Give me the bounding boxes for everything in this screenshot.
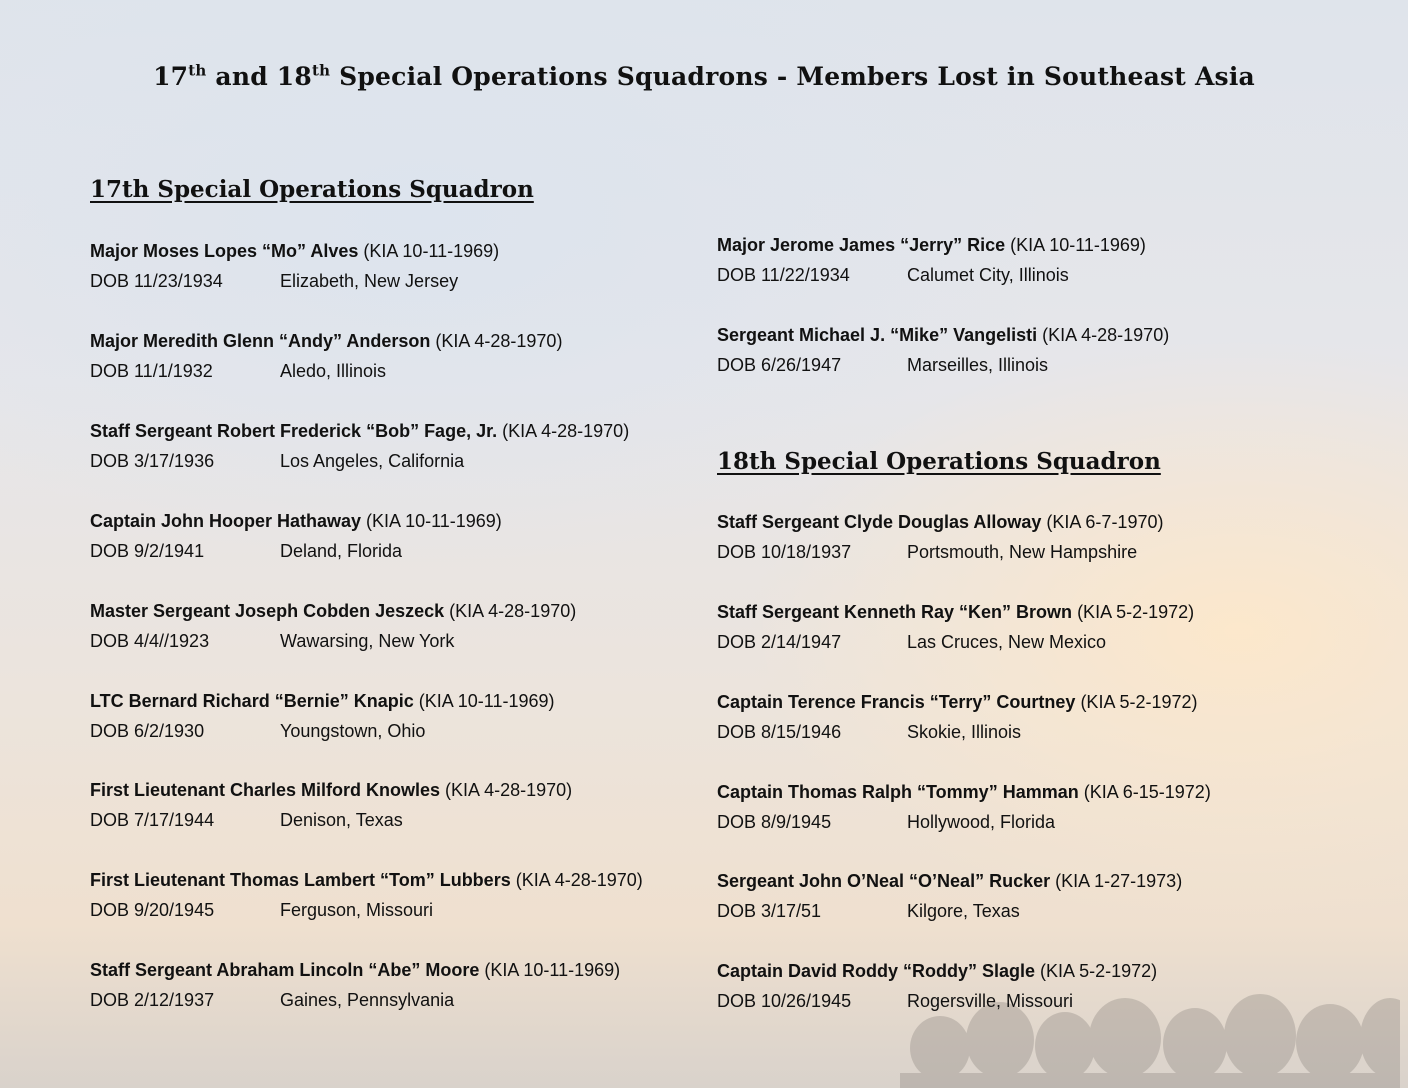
member-kia: (KIA 10-11-1969) xyxy=(479,960,621,980)
member-kia: (KIA 5-2-1972) xyxy=(1035,961,1158,981)
member-kia: (KIA 4-28-1970) xyxy=(440,780,573,800)
member-name: Major Meredith Glenn “Andy” Anderson xyxy=(90,331,431,351)
member-place: Hollywood, Florida xyxy=(907,812,1056,832)
member-name: Captain John Hooper Hathaway xyxy=(90,511,362,531)
member-place: Deland, Florida xyxy=(280,541,403,561)
member-kia: (KIA 10-11-1969) xyxy=(1005,235,1146,255)
member-kia: (KIA 4-28-1970) xyxy=(497,421,630,441)
member-kia: (KIA 10-11-1969) xyxy=(413,691,555,711)
member-kia: (KIA 5-2-1972) xyxy=(1075,692,1198,712)
member-name: Sergeant John O’Neal “O’Neal” Rucker xyxy=(717,871,1051,891)
member-place: Los Angeles, California xyxy=(280,451,465,471)
member-entry xyxy=(90,865,643,925)
member-dob: DOB 8/9/1945 xyxy=(717,812,832,832)
member-dob: DOB 11/22/1934 xyxy=(717,265,850,285)
member-name: LTC Bernard Richard “Bernie” Knapic xyxy=(90,691,414,711)
member-place: Portsmouth, New Hampshire xyxy=(907,542,1138,562)
member-dob: DOB 6/2/1930 xyxy=(90,721,205,741)
member-kia: (KIA 5-2-1972) xyxy=(1072,602,1195,622)
member-place: Youngstown, Ohio xyxy=(280,721,426,741)
member-dob: DOB 11/1/1932 xyxy=(90,361,213,381)
member-dob: DOB 3/17/1936 xyxy=(90,451,215,471)
member-entry xyxy=(717,507,1163,567)
member-name: Staff Sergeant Abraham Lincoln “Abe” Moore xyxy=(90,960,480,980)
member-kia: (KIA 10-11-1969) xyxy=(358,241,500,261)
member-dob: DOB 6/26/1947 xyxy=(717,355,842,375)
heading-17th-squadron: 17th Special Operations Squadron xyxy=(90,176,534,203)
member-kia: (KIA 10-11-1969) xyxy=(361,511,502,531)
member-place: Ferguson, Missouri xyxy=(280,900,434,920)
member-name: Staff Sergeant Robert Frederick “Bob” Fage, Jr. xyxy=(90,421,498,441)
member-name: Major Moses Lopes “Mo” Alves xyxy=(90,241,359,261)
member-place: Gaines, Pennsylvania xyxy=(280,990,455,1010)
member-entry xyxy=(90,326,562,386)
member-dob: DOB 11/23/1934 xyxy=(90,271,223,291)
member-dob: DOB 9/2/1941 xyxy=(90,541,205,561)
member-dob: DOB 2/14/1947 xyxy=(717,632,842,652)
heading-18th-squadron: 18th Special Operations Squadron xyxy=(717,448,1161,475)
member-place: Wawarsing, New York xyxy=(280,631,455,651)
member-place: Aledo, Illinois xyxy=(280,361,387,381)
member-kia: (KIA 4-28-1970) xyxy=(510,870,643,890)
member-entry xyxy=(90,596,576,656)
member-name: Staff Sergeant Kenneth Ray “Ken” Brown xyxy=(717,602,1073,622)
member-dob: DOB 2/12/1937 xyxy=(90,990,215,1010)
member-entry xyxy=(717,320,1169,380)
member-dob: DOB 8/15/1946 xyxy=(717,722,842,742)
member-place: Calumet City, Illinois xyxy=(907,265,1069,285)
member-name: Major Jerome James “Jerry” Rice xyxy=(717,235,1006,255)
member-entry xyxy=(717,687,1198,747)
member-entry xyxy=(717,230,1146,290)
member-entry xyxy=(717,866,1182,926)
member-name: Master Sergeant Joseph Cobden Jeszeck xyxy=(90,601,445,621)
member-entry xyxy=(90,506,502,566)
member-entry xyxy=(717,956,1157,1016)
member-name: Sergeant Michael J. “Mike” Vangelisti xyxy=(717,325,1038,345)
member-place: Elizabeth, New Jersey xyxy=(280,271,459,291)
member-entry xyxy=(90,775,572,835)
member-place: Marseilles, Illinois xyxy=(907,355,1049,375)
member-dob: DOB 4/4//1923 xyxy=(90,631,210,651)
member-name: Captain Thomas Ralph “Tommy” Hamman xyxy=(717,782,1079,802)
member-entry xyxy=(717,777,1211,837)
member-dob: DOB 10/18/1937 xyxy=(717,542,852,562)
member-entry xyxy=(717,597,1194,657)
page-title: 17th and 18th Special Operations Squadrons - Members Lost in Southeast Asia xyxy=(153,61,1255,91)
member-name: Captain David Roddy “Roddy” Slagle xyxy=(717,961,1036,981)
member-place: Skokie, Illinois xyxy=(907,722,1022,742)
member-name: First Lieutenant Thomas Lambert “Tom” Lubbers xyxy=(90,870,511,890)
member-kia: (KIA 6-7-1970) xyxy=(1041,512,1164,532)
member-entry xyxy=(90,416,629,476)
member-dob: DOB 10/26/1945 xyxy=(717,991,852,1011)
member-name: First Lieutenant Charles Milford Knowles xyxy=(90,780,441,800)
member-entry xyxy=(90,236,499,296)
member-entry xyxy=(90,686,554,746)
member-name: Captain Terence Francis “Terry” Courtney xyxy=(717,692,1076,712)
member-name: Staff Sergeant Clyde Douglas Alloway xyxy=(717,512,1042,532)
member-dob: DOB 9/20/1945 xyxy=(90,900,215,920)
member-place: Denison, Texas xyxy=(280,810,403,830)
member-kia: (KIA 6-15-1972) xyxy=(1078,782,1211,802)
member-place: Kilgore, Texas xyxy=(907,901,1020,921)
member-dob: DOB 3/17/51 xyxy=(717,901,822,921)
member-entry xyxy=(90,955,620,1015)
member-kia: (KIA 4-28-1970) xyxy=(1037,325,1170,345)
member-place: Rogersville, Missouri xyxy=(907,991,1074,1011)
member-kia: (KIA 4-28-1970) xyxy=(444,601,577,621)
member-kia: (KIA 1-27-1973) xyxy=(1050,871,1183,891)
member-kia: (KIA 4-28-1970) xyxy=(430,331,563,351)
member-dob: DOB 7/17/1944 xyxy=(90,810,215,830)
member-place: Las Cruces, New Mexico xyxy=(907,632,1107,652)
